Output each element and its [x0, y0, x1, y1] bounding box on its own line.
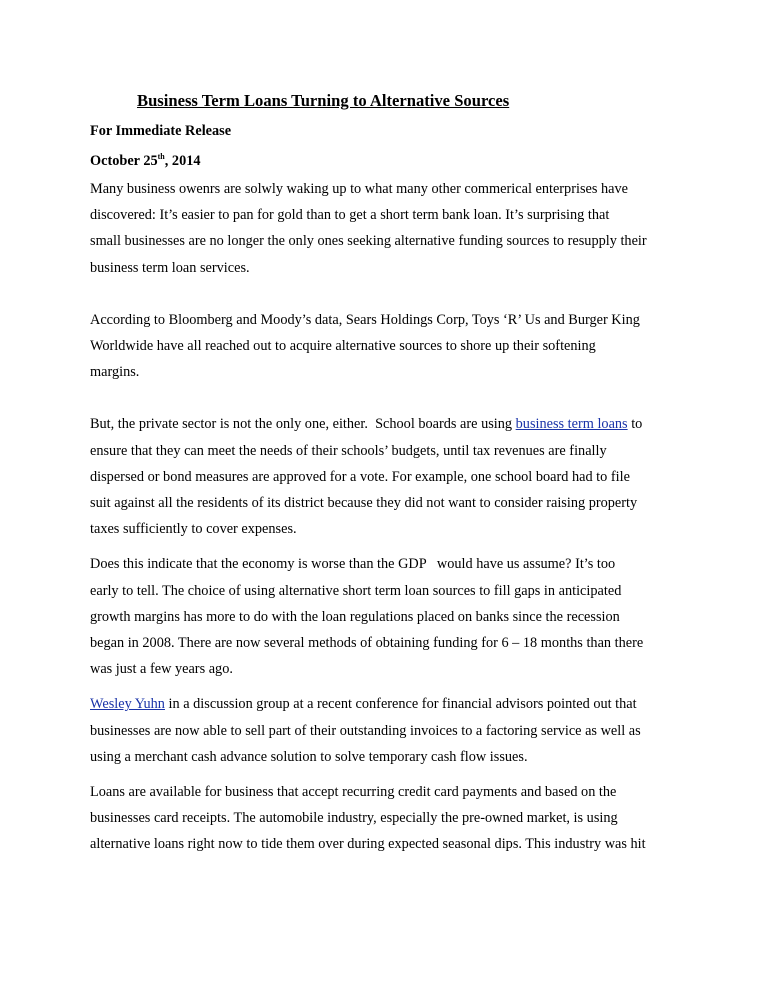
text-line: ensure that they can meet the needs of their schools’ budgets, until tax revenues are finally: [90, 442, 607, 459]
date-suffix: , 2014: [164, 153, 201, 169]
paragraph-wesley-yuhn: [90, 691, 682, 770]
document-title: Business Term Loans Turning to Alternative Sources: [137, 91, 510, 110]
text-line: began in 2008. There are now several methods of obtaining funding for 6 – 18 months than there: [90, 635, 644, 652]
paragraph-bloomberg: [90, 307, 682, 386]
text-line: taxes sufficiently to cover expenses.: [90, 521, 297, 538]
text-line: According to Bloomberg and Moody’s data, Sears Holdings Corp, Toys ‘R’ Us and Burger King: [90, 311, 640, 328]
paragraph-loans-available: [90, 779, 682, 858]
text-line: businesses are now able to sell part of their outstanding invoices to a factoring service as well as: [90, 722, 641, 739]
wesley-yuhn-link[interactable]: Wesley Yuhn: [90, 696, 165, 713]
text-line: discovered: It’s easier to pan for gold than to get a short term bank loan. It’s surprising that: [90, 207, 610, 224]
text-line: businesses card receipts. The automobile industry, especially the pre-owned market, is using: [90, 810, 618, 827]
business-term-loans-link[interactable]: business term loans: [515, 416, 628, 433]
text-segment: But, the private sector is not the only one, either. School boards are using: [90, 416, 516, 433]
text-line: Many business owenrs are solwly waking up to what many other commerical enterprises have: [90, 181, 628, 197]
text-line: Loans are available for business that accept recurring credit card payments and based on the: [90, 784, 617, 801]
paragraph-gdp: [90, 551, 682, 682]
text-line: Does this indicate that the economy is worse than the GDP would have us assume? It’s too: [90, 556, 616, 573]
text-line: using a merchant cash advance solution to solve temporary cash flow issues.: [90, 748, 528, 765]
paragraph-school-boards: [90, 411, 682, 542]
text-line: alternative loans right now to tide them over during expected seasonal dips. This industry was hit: [90, 836, 646, 853]
text-line: Worldwide have all reached out to acquire alternative sources to shore up their softening: [90, 338, 596, 355]
text-line: [90, 411, 682, 437]
text-segment: to: [627, 416, 643, 433]
date-ordinal: th: [157, 152, 165, 161]
paragraph-intro: [90, 176, 682, 281]
text-segment: in a discussion group at a recent conference for financial advisors pointed out that: [164, 696, 637, 713]
text-line: growth margins has more to do with the loan regulations placed on banks since the recession: [90, 608, 620, 625]
text-line: was just a few years ago.: [90, 661, 233, 678]
text-line: business term loan services.: [90, 259, 250, 276]
release-label: For Immediate Release: [90, 123, 232, 139]
text-line: [90, 691, 682, 717]
text-line: suit against all the residents of its district because they did not want to consider raising property: [90, 495, 638, 512]
text-line: small businesses are no longer the only ones seeking alternative funding sources to resupply their: [90, 233, 647, 250]
text-line: early to tell. The choice of using alternative short term loan sources to fill gaps in anticipated: [90, 582, 622, 599]
text-line: margins.: [90, 364, 140, 381]
date-prefix: October 25: [90, 153, 158, 169]
release-date: [90, 151, 682, 171]
text-line: dispersed or bond measures are approved for a vote. For example, one school board had to file: [90, 468, 630, 485]
document-page: [90, 88, 682, 858]
